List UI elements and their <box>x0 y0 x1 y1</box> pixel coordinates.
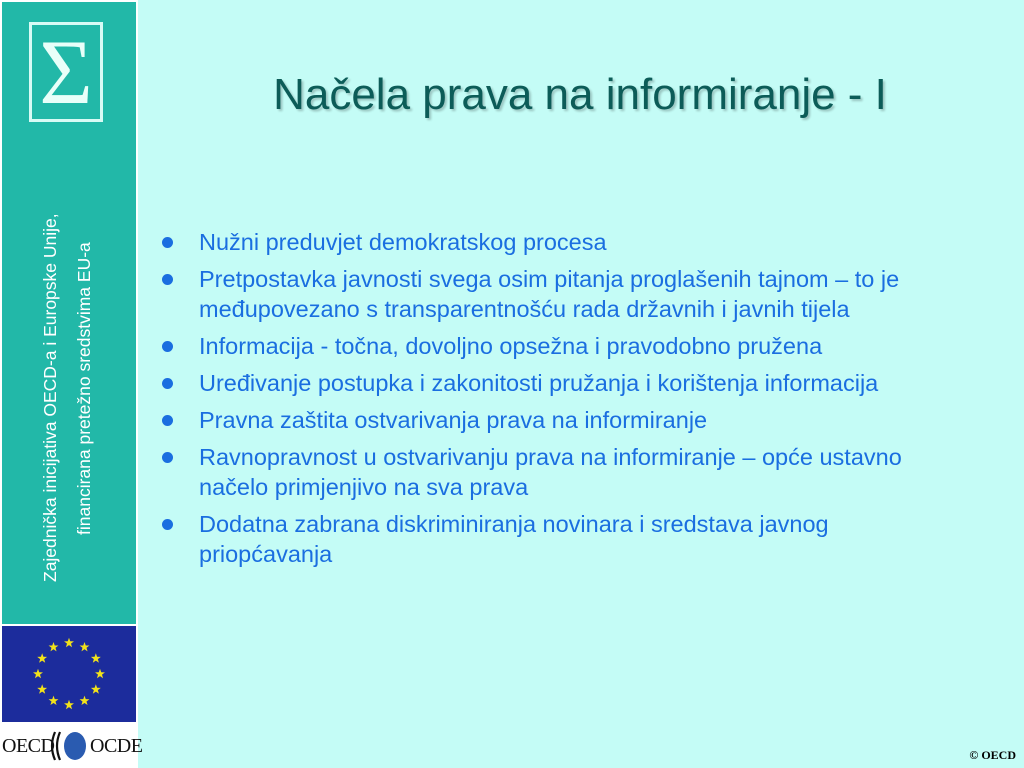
bullet-dot-icon <box>162 519 173 530</box>
sidebar-vertical-text-1: Zajednička inicijativa OECD-a i Europske Unije, <box>40 213 60 582</box>
sidebar-panel <box>2 2 136 624</box>
eu-star-icon <box>64 700 74 709</box>
bullet-text: Ravnopravnost u ostvarivanju prava na informiranje – opće ustavno načelo primjenjivo na sva prava <box>199 444 902 500</box>
eu-star-icon <box>95 669 105 678</box>
eu-star-icon <box>37 684 47 693</box>
bullet-text: Dodatna zabrana diskriminiranja novinara i sredstava javnog priopćavanja <box>199 511 829 567</box>
oecd-logo-text-left: OECD <box>2 735 55 757</box>
bullet-list <box>162 227 962 576</box>
bullet-text: Informacija - točna, dovoljno opsežna i pravodobno pružena <box>199 333 823 359</box>
eu-star-icon <box>80 642 90 651</box>
bullet-dot-icon <box>162 341 173 352</box>
sidebar-vertical-text-2: financirana pretežno sredstvima EU-a <box>74 242 94 535</box>
bullet-text: Nužni preduvjet demokratskog procesa <box>199 229 607 255</box>
copyright-notice: © OECD <box>969 748 1016 762</box>
slide-title: Načela prava na informiranje - I <box>273 70 887 119</box>
eu-flag-icon <box>2 626 136 722</box>
bullet-dot-icon <box>162 274 173 285</box>
eu-star-icon <box>33 669 43 678</box>
eu-star-icon <box>91 684 101 693</box>
sigma-logo <box>29 22 103 122</box>
eu-star-icon <box>91 653 101 662</box>
oecd-emblem-icon <box>47 728 89 764</box>
eu-star-icon <box>37 653 47 662</box>
bullet-item <box>162 331 962 361</box>
bullet-dot-icon <box>162 378 173 389</box>
bullet-item <box>162 264 962 324</box>
bullet-text: Uređivanje postupka i zakonitosti pružanja i korištenja informacija <box>199 370 879 396</box>
sigma-symbol: Σ <box>39 21 93 123</box>
eu-star-icon <box>49 696 59 705</box>
eu-star-icon <box>80 696 90 705</box>
bullet-dot-icon <box>162 237 173 248</box>
sidebar <box>0 0 143 768</box>
bullet-item <box>162 368 962 398</box>
bullet-item <box>162 405 962 435</box>
bullet-item <box>162 442 962 502</box>
bullet-item <box>162 227 962 257</box>
eu-star-icon <box>49 642 59 651</box>
bullet-text: Pretpostavka javnosti svega osim pitanja proglašenih tajnom – to je međupovezano s transparentnošću rada državnih i javnih tijela <box>199 266 900 322</box>
bullet-dot-icon <box>162 415 173 426</box>
oecd-logo <box>0 724 143 768</box>
bullet-dot-icon <box>162 452 173 463</box>
bullet-item <box>162 509 962 569</box>
bullet-text: Pravna zaštita ostvarivanja prava na informiranje <box>199 407 708 433</box>
oecd-logo-text-right: OCDE <box>90 735 143 757</box>
eu-star-icon <box>64 638 74 647</box>
